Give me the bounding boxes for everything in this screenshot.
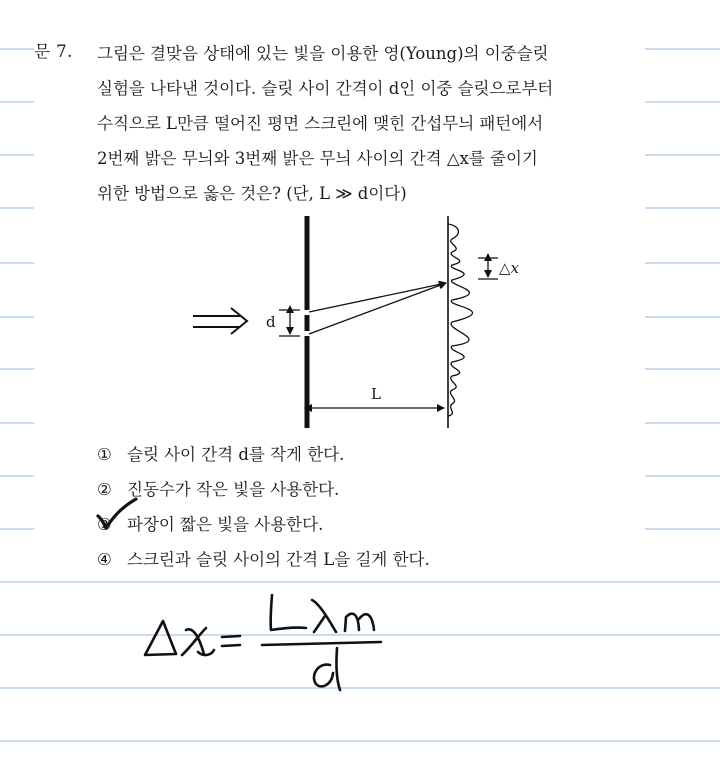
question-line: 그림은 결맞음 상태에 있는 빛을 이용한 영(Young)의 이중슬릿 <box>97 44 549 63</box>
choice-1[interactable] <box>97 441 344 465</box>
fringe-spacing-marker <box>478 258 498 279</box>
choice-3[interactable] <box>97 511 323 535</box>
choice-marker: ② <box>97 480 112 499</box>
choice-2[interactable] <box>97 476 339 500</box>
question-number: 문 7. <box>34 42 73 61</box>
choice-text: 파장이 짧은 빛을 사용한다. <box>127 515 324 534</box>
choice-text: 스크린과 슬릿 사이의 간격 L을 길게 한다. <box>127 550 430 569</box>
choice-marker: ④ <box>97 550 112 569</box>
choice-4[interactable] <box>97 546 430 570</box>
distance-label: L <box>371 385 381 403</box>
slit-spacing-marker <box>279 310 300 336</box>
light-rays <box>309 283 446 334</box>
question-line: 수직으로 L만큼 떨어진 평면 스크린에 맺힌 간섭무늬 패턴에서 <box>97 114 544 133</box>
interference-pattern <box>448 224 473 416</box>
choice-marker: ① <box>97 445 112 464</box>
slit-spacing-label: d <box>266 313 276 331</box>
handwritten-formula <box>145 595 381 690</box>
incident-light-arrow <box>193 308 247 334</box>
choice-text: 슬릿 사이 간격 d를 작게 한다. <box>127 445 345 464</box>
choice-marker: ③ <box>97 515 112 534</box>
choice-text: 진동수가 작은 빛을 사용한다. <box>127 480 340 499</box>
question-line: 실험을 나타낸 것이다. 슬릿 사이 간격이 d인 이중 슬릿으로부터 <box>97 79 554 98</box>
question-line: 2번째 밝은 무늬와 3번째 밝은 무늬 사이의 간격 △x를 줄이기 <box>97 149 538 168</box>
fringe-spacing-label: △x <box>499 259 519 277</box>
question-line: 위한 방법으로 옳은 것은? (단, L ≫ d이다) <box>97 184 407 203</box>
